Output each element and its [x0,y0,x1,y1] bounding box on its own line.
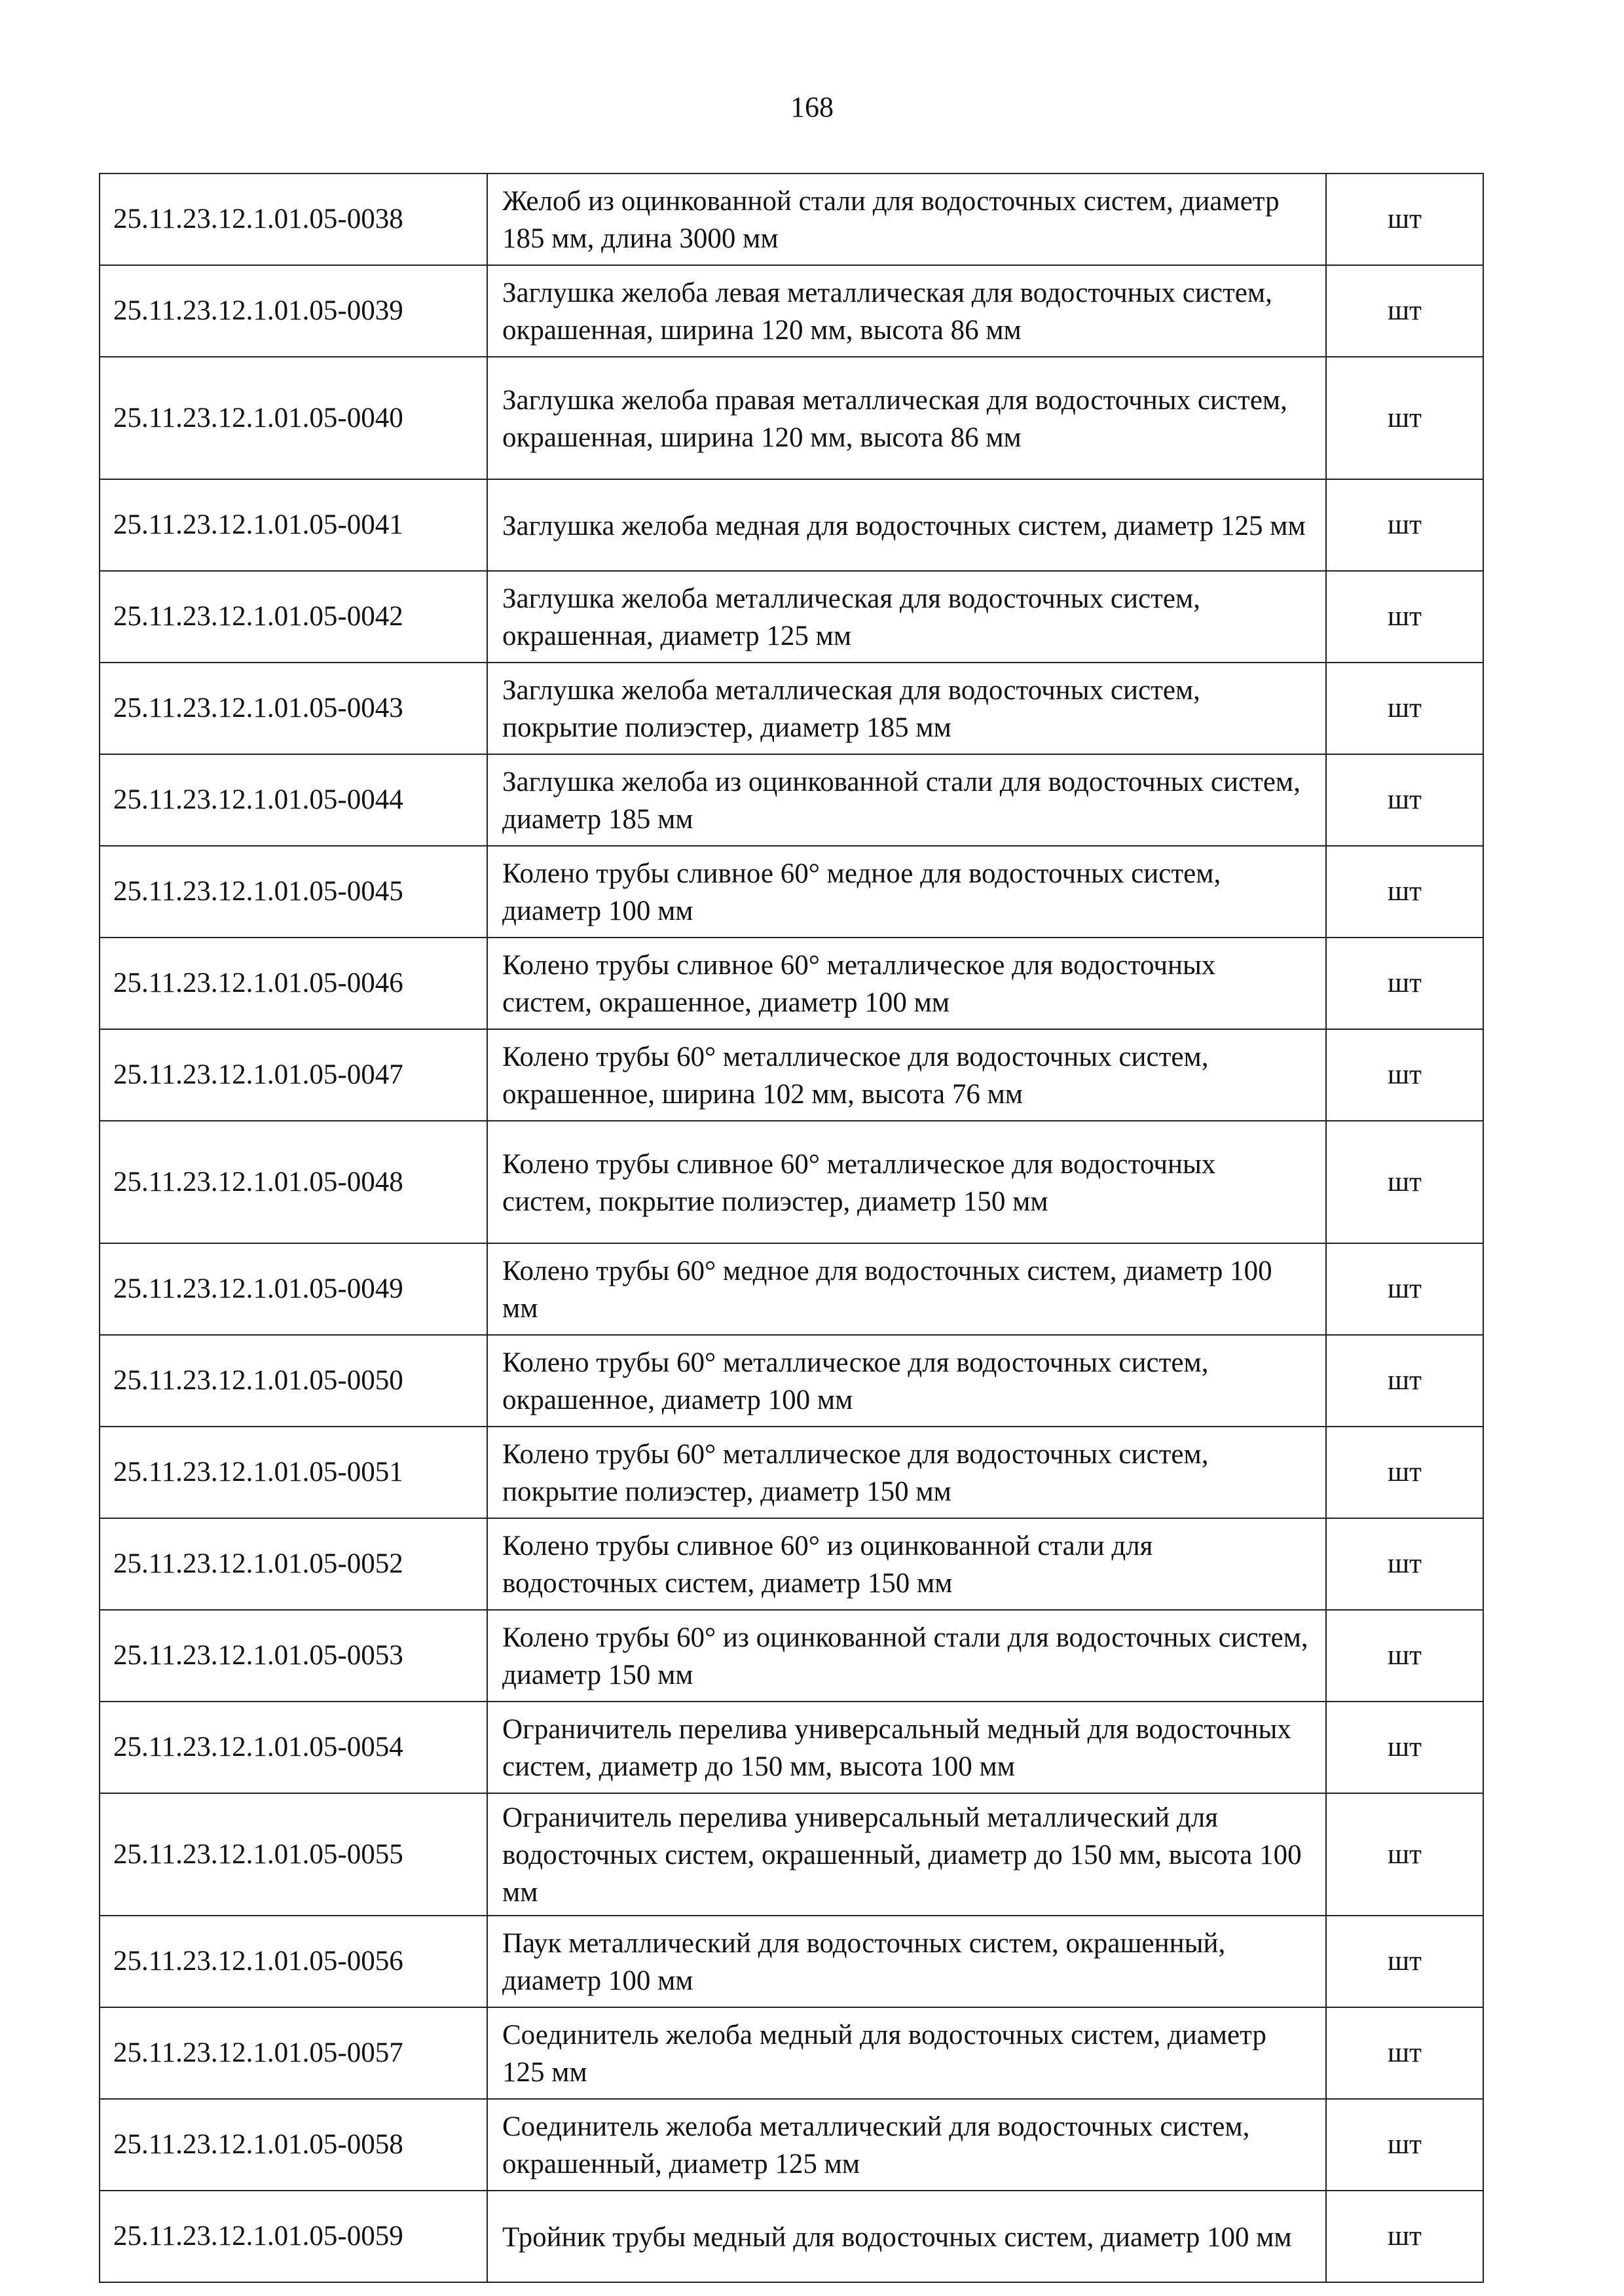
resource-code: 25.11.23.12.1.01.05-0058 [100,2099,487,2191]
table-row [100,846,1483,938]
resource-code: 25.11.23.12.1.01.05-0052 [100,1518,487,1610]
resource-name: Колено трубы 60° металлическое для водосточных систем, окрашенное, ширина 102 мм, высота 76 мм [487,1029,1326,1121]
resource-code: 25.11.23.12.1.01.05-0039 [100,265,487,357]
table-row [100,265,1483,357]
resource-code: 25.11.23.12.1.01.05-0042 [100,571,487,663]
resource-name: Ограничитель перелива универсальный медный для водосточных систем, диаметр до 150 мм, высота 100 мм [487,1702,1326,1793]
unit-of-measure: шт [1326,1702,1483,1793]
resource-name: Заглушка желоба медная для водосточных систем, диаметр 125 мм [487,479,1326,571]
unit-of-measure: шт [1326,1610,1483,1702]
unit-of-measure: шт [1326,1793,1483,1916]
resource-name: Тройник трубы медный для водосточных систем, диаметр 100 мм [487,2191,1326,2282]
table-row [100,2191,1483,2282]
resource-name: Колено трубы сливное 60° из оцинкованной стали для водосточных систем, диаметр 150 мм [487,1518,1326,1610]
resource-code: 25.11.23.12.1.01.05-0056 [100,1916,487,2007]
table-row [100,479,1483,571]
unit-of-measure: шт [1326,265,1483,357]
resource-name: Колено трубы 60° металлическое для водосточных систем, окрашенное, диаметр 100 мм [487,1335,1326,1427]
table-row [100,754,1483,846]
table-row [100,357,1483,479]
resource-code: 25.11.23.12.1.01.05-0051 [100,1427,487,1518]
resource-name: Заглушка желоба металлическая для водосточных систем, окрашенная, диаметр 125 мм [487,571,1326,663]
table-row [100,663,1483,754]
unit-of-measure: шт [1326,663,1483,754]
unit-of-measure: шт [1326,479,1483,571]
resource-code: 25.11.23.12.1.01.05-0054 [100,1702,487,1793]
resource-code: 25.11.23.12.1.01.05-0048 [100,1121,487,1243]
resource-code: 25.11.23.12.1.01.05-0059 [100,2191,487,2282]
unit-of-measure: шт [1326,2099,1483,2191]
resource-name: Желоб из оцинкованной стали для водосточных систем, диаметр 185 мм, длина 3000 мм [487,173,1326,265]
resource-name: Колено трубы 60° из оцинкованной стали для водосточных систем, диаметр 150 мм [487,1610,1326,1702]
table-row [100,571,1483,663]
resource-code: 25.11.23.12.1.01.05-0040 [100,357,487,479]
resource-name: Колено трубы 60° металлическое для водосточных систем, покрытие полиэстер, диаметр 150 мм [487,1427,1326,1518]
resource-code: 25.11.23.12.1.01.05-0043 [100,663,487,754]
unit-of-measure: шт [1326,754,1483,846]
resource-name: Паук металлический для водосточных систем, окрашенный, диаметр 100 мм [487,1916,1326,2007]
unit-of-measure: шт [1326,1243,1483,1335]
table-row [100,1029,1483,1121]
unit-of-measure: шт [1326,1121,1483,1243]
unit-of-measure: шт [1326,1029,1483,1121]
table-row [100,1518,1483,1610]
page-number: 168 [790,91,834,123]
unit-of-measure: шт [1326,846,1483,938]
table-row [100,1916,1483,2007]
resource-name: Заглушка желоба металлическая для водосточных систем, покрытие полиэстер, диаметр 185 мм [487,663,1326,754]
table-row [100,1427,1483,1518]
resource-code: 25.11.23.12.1.01.05-0044 [100,754,487,846]
resource-code: 25.11.23.12.1.01.05-0053 [100,1610,487,1702]
resource-code: 25.11.23.12.1.01.05-0050 [100,1335,487,1427]
table-row [100,1243,1483,1335]
table-row [100,938,1483,1029]
table-row [100,1121,1483,1243]
resource-name: Соединитель желоба медный для водосточных систем, диаметр 125 мм [487,2007,1326,2099]
table-row [100,1610,1483,1702]
table-row [100,2007,1483,2099]
unit-of-measure: шт [1326,2191,1483,2282]
table-row [100,1702,1483,1793]
resource-code: 25.11.23.12.1.01.05-0038 [100,173,487,265]
resource-code: 25.11.23.12.1.01.05-0057 [100,2007,487,2099]
resource-name: Соединитель желоба металлический для водосточных систем, окрашенный, диаметр 125 мм [487,2099,1326,2191]
unit-of-measure: шт [1326,173,1483,265]
resource-code: 25.11.23.12.1.01.05-0049 [100,1243,487,1335]
resource-code: 25.11.23.12.1.01.05-0047 [100,1029,487,1121]
resource-code: 25.11.23.12.1.01.05-0045 [100,846,487,938]
unit-of-measure: шт [1326,2007,1483,2099]
resource-code: 25.11.23.12.1.01.05-0041 [100,479,487,571]
unit-of-measure: шт [1326,571,1483,663]
resource-name: Колено трубы сливное 60° металлическое для водосточных систем, окрашенное, диаметр 100 мм [487,938,1326,1029]
resource-name: Колено трубы сливное 60° медное для водосточных систем, диаметр 100 мм [487,846,1326,938]
resource-code-table [99,173,1484,2283]
resource-code: 25.11.23.12.1.01.05-0055 [100,1793,487,1916]
resource-name: Заглушка желоба левая металлическая для водосточных систем, окрашенная, ширина 120 мм, высота 86 мм [487,265,1326,357]
resource-name: Колено трубы сливное 60° металлическое для водосточных систем, покрытие полиэстер, диаметр 150 мм [487,1121,1326,1243]
resource-name: Заглушка желоба правая металлическая для водосточных систем, окрашенная, ширина 120 мм, высота 86 мм [487,357,1326,479]
resource-name: Заглушка желоба из оцинкованной стали для водосточных систем, диаметр 185 мм [487,754,1326,846]
unit-of-measure: шт [1326,1518,1483,1610]
table-row [100,173,1483,265]
unit-of-measure: шт [1326,357,1483,479]
table-row [100,2099,1483,2191]
resource-code: 25.11.23.12.1.01.05-0046 [100,938,487,1029]
resource-name: Колено трубы 60° медное для водосточных систем, диаметр 100 мм [487,1243,1326,1335]
unit-of-measure: шт [1326,938,1483,1029]
unit-of-measure: шт [1326,1427,1483,1518]
unit-of-measure: шт [1326,1916,1483,2007]
table-row [100,1793,1483,1916]
resource-name: Ограничитель перелива универсальный металлический для водосточных систем, окрашенный, диаметр до 150 мм, высота 100 мм [487,1793,1326,1916]
unit-of-measure: шт [1326,1335,1483,1427]
table-row [100,1335,1483,1427]
